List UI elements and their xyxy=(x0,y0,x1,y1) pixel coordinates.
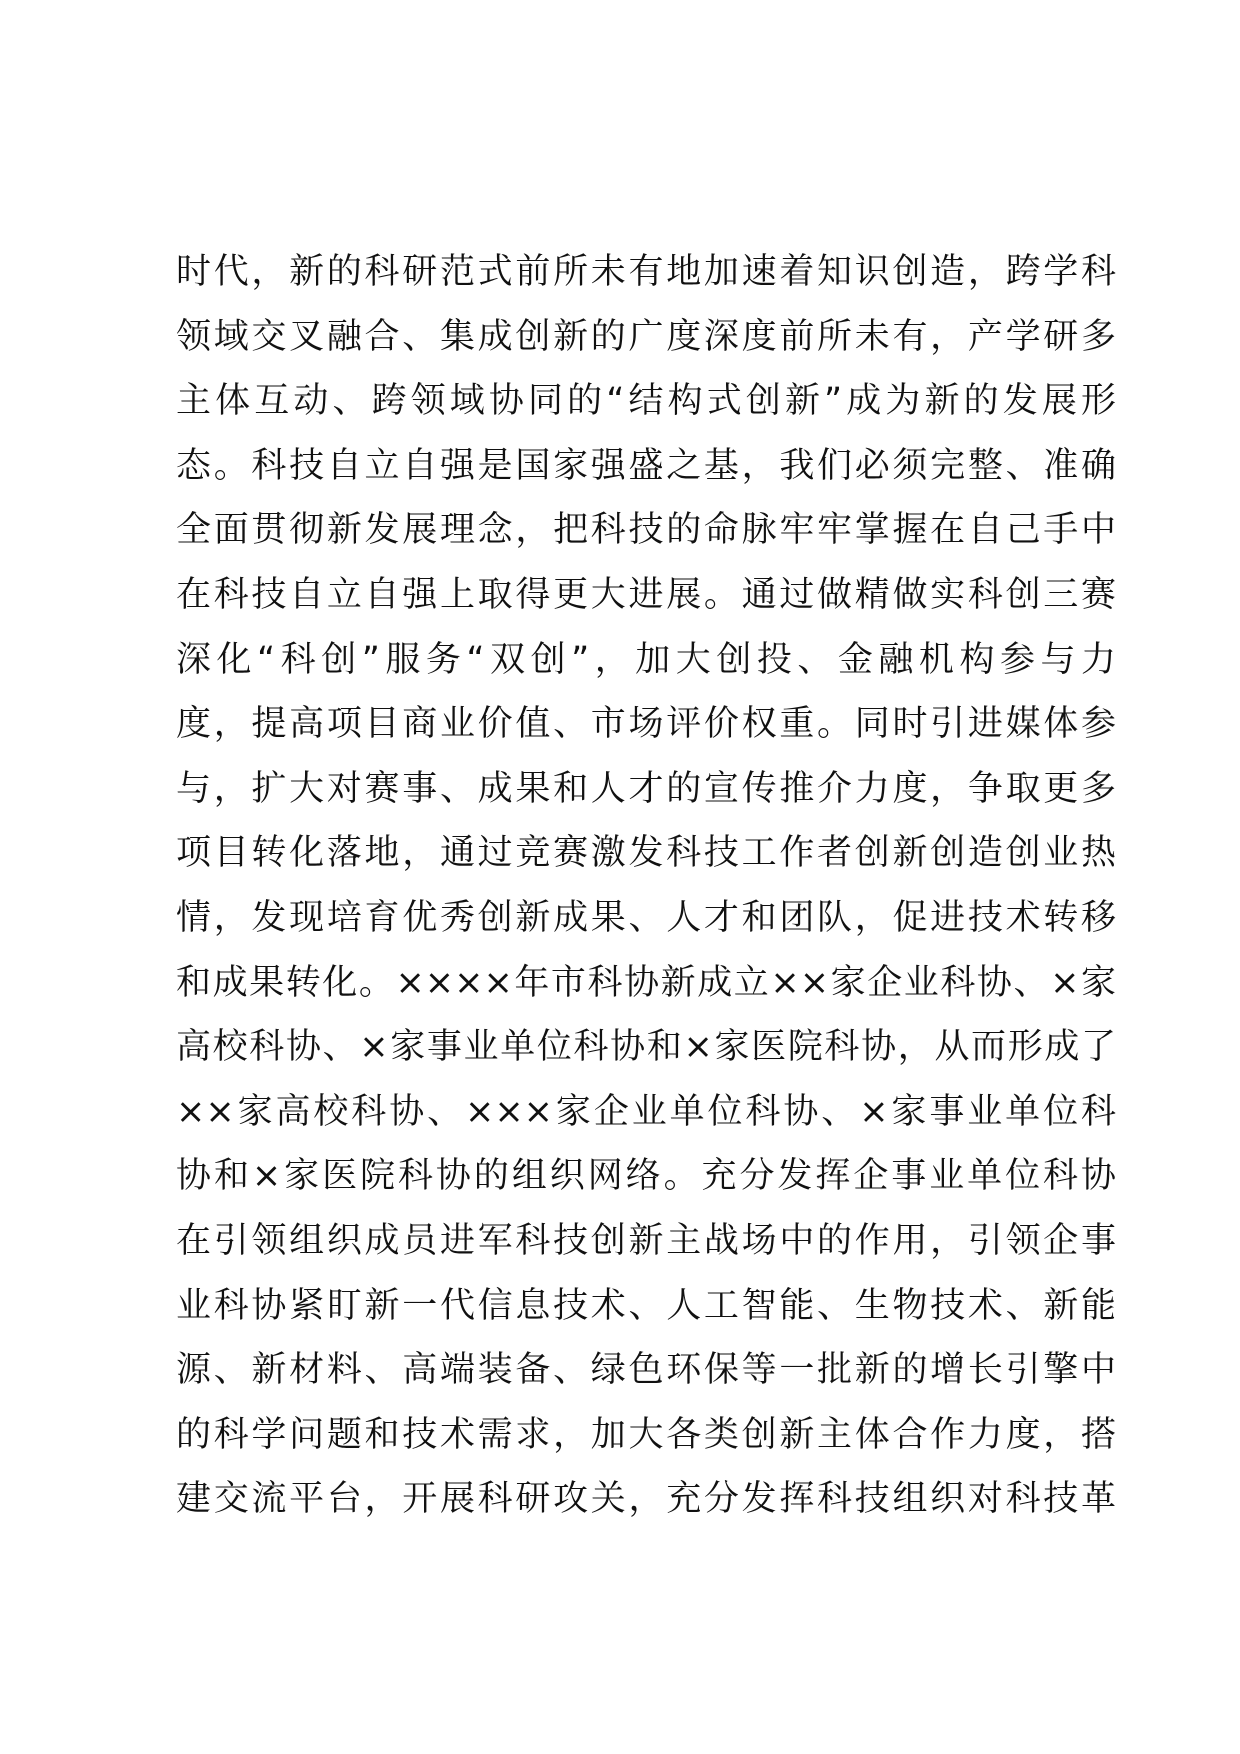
text-line: 项目转化落地，通过竞赛激发科技工作者创新创造创业热 xyxy=(176,833,1116,874)
text-line: 建交流平台，开展科研攻关，充分发挥科技组织对科技革 xyxy=(176,1479,1116,1520)
text-line: 的科学问题和技术需求，加大各类创新主体合作力度，搭 xyxy=(176,1414,1116,1455)
text-line: 时代，新的科研范式前所未有地加速着知识创造，跨学科 xyxy=(176,252,1116,292)
text-line: 情，发现培育优秀创新成果、人才和团队，促进技术转移 xyxy=(176,897,1116,938)
text-line: 与，扩大对赛事、成果和人才的宣传推介力度，争取更多 xyxy=(176,768,1116,809)
text-line: 全面贯彻新发展理念，把科技的命脉牢牢掌握在自己手中 xyxy=(176,510,1116,551)
text-line: 主体互动、跨领域协同的“结构式创新”成为新的发展形 xyxy=(176,381,1116,422)
text-line: 源、新材料、高端装备、绿色环保等一批新的增长引擎中 xyxy=(176,1350,1116,1391)
text-line: 和成果转化。××××年市科协新成立××家企业科协、×家 xyxy=(176,962,1116,1003)
text-line: 业科协紧盯新一代信息技术、人工智能、生物技术、新能 xyxy=(176,1285,1116,1326)
text-line: 深化“科创”服务“双创”，加大创投、金融机构参与力 xyxy=(176,639,1116,680)
text-line: 在引领组织成员进军科技创新主战场中的作用，引领企事 xyxy=(176,1220,1116,1261)
text-line: 领域交叉融合、集成创新的广度深度前所未有，产学研多 xyxy=(176,316,1116,357)
text-line: 态。科技自立自强是国家强盛之基，我们必须完整、准确 xyxy=(176,445,1116,486)
text-line: 协和×家医院科协的组织网络。充分发挥企事业单位科协 xyxy=(176,1156,1116,1197)
body-text xyxy=(176,240,1116,1532)
text-line: 高校科协、×家事业单位科协和×家医院科协，从而形成了 xyxy=(176,1027,1116,1068)
text-line: ××家高校科协、×××家企业单位科协、×家事业单位科 xyxy=(176,1091,1116,1132)
text-line: 度，提高项目商业价值、市场评价权重。同时引进媒体参 xyxy=(176,704,1116,745)
text-line: 在科技自立自强上取得更大进展。通过做精做实科创三赛 xyxy=(176,574,1116,615)
